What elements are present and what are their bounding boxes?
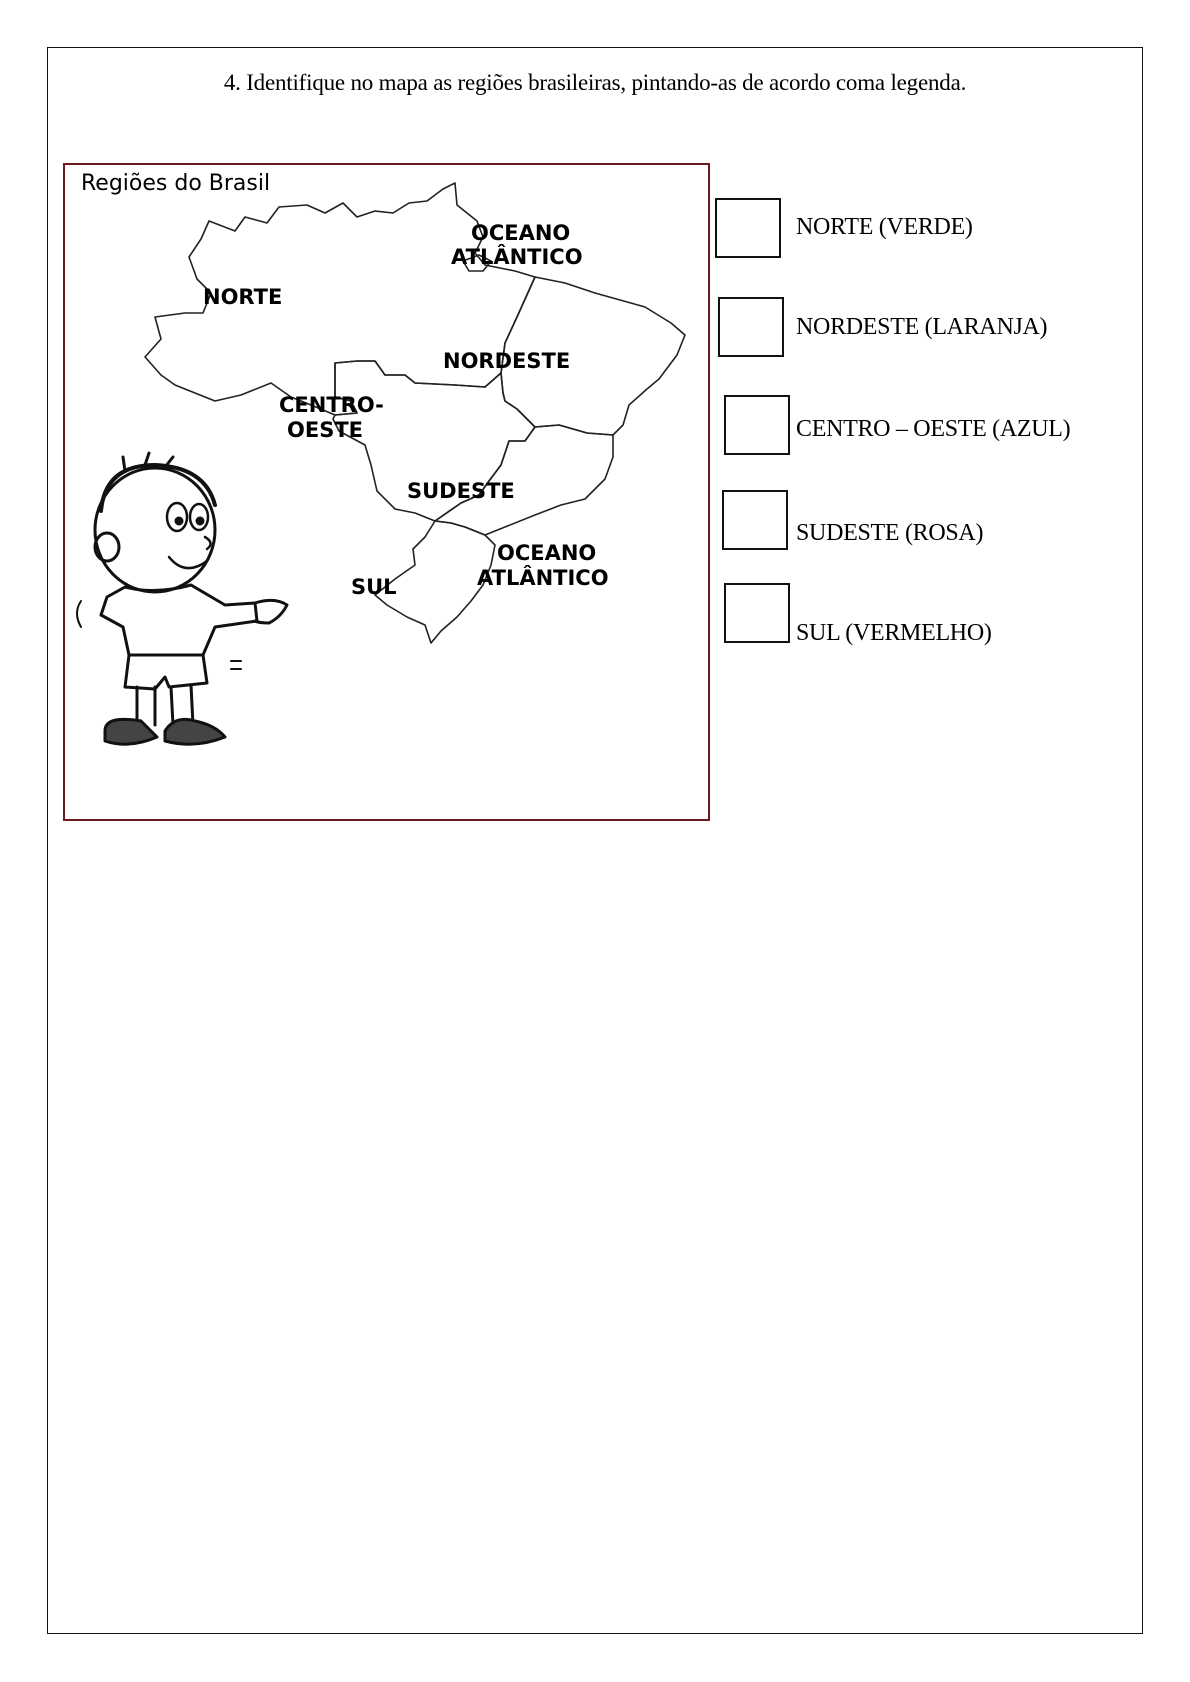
label-centro-oeste-line2: OESTE [287,418,363,442]
label-ocean-top-line1: OCEANO [471,221,571,245]
boy-illustration [77,453,287,744]
legend-color-box-sul[interactable] [724,583,790,643]
brazil-regions-map [63,163,710,821]
map-title: Regiões do Brasil [81,171,271,196]
label-sudeste: SUDESTE [407,479,515,503]
legend-label-norte: NORTE (VERDE) [796,214,973,240]
label-sul: SUL [351,575,397,599]
legend-color-box-centro-oeste[interactable] [724,395,790,455]
label-ocean-bottom-line2: ATLÂNTICO [477,566,609,590]
label-ocean-bottom-line1: OCEANO [497,541,597,565]
label-ocean-top-line2: ATLÂNTICO [451,245,583,269]
label-nordeste: NORDESTE [443,349,571,373]
legend-label-sul: SUL (VERMELHO) [796,620,992,646]
exercise-instruction: 4. Identifique no mapa as regiões brasileiras, pintando-as de acordo coma legenda. [223,70,967,95]
legend-color-box-nordeste[interactable] [718,297,784,357]
legend-color-box-sudeste[interactable] [722,490,788,550]
legend-color-box-norte[interactable] [715,198,781,258]
legend-label-sudeste: SUDESTE (ROSA) [796,520,984,546]
label-norte: NORTE [203,285,283,309]
label-centro-oeste-line1: CENTRO- [279,393,384,417]
map-outline-svg [65,165,707,818]
legend-label-centro-oeste: CENTRO – OESTE (AZUL) [796,416,1071,442]
legend-label-nordeste: NORDESTE (LARANJA) [796,314,1048,340]
